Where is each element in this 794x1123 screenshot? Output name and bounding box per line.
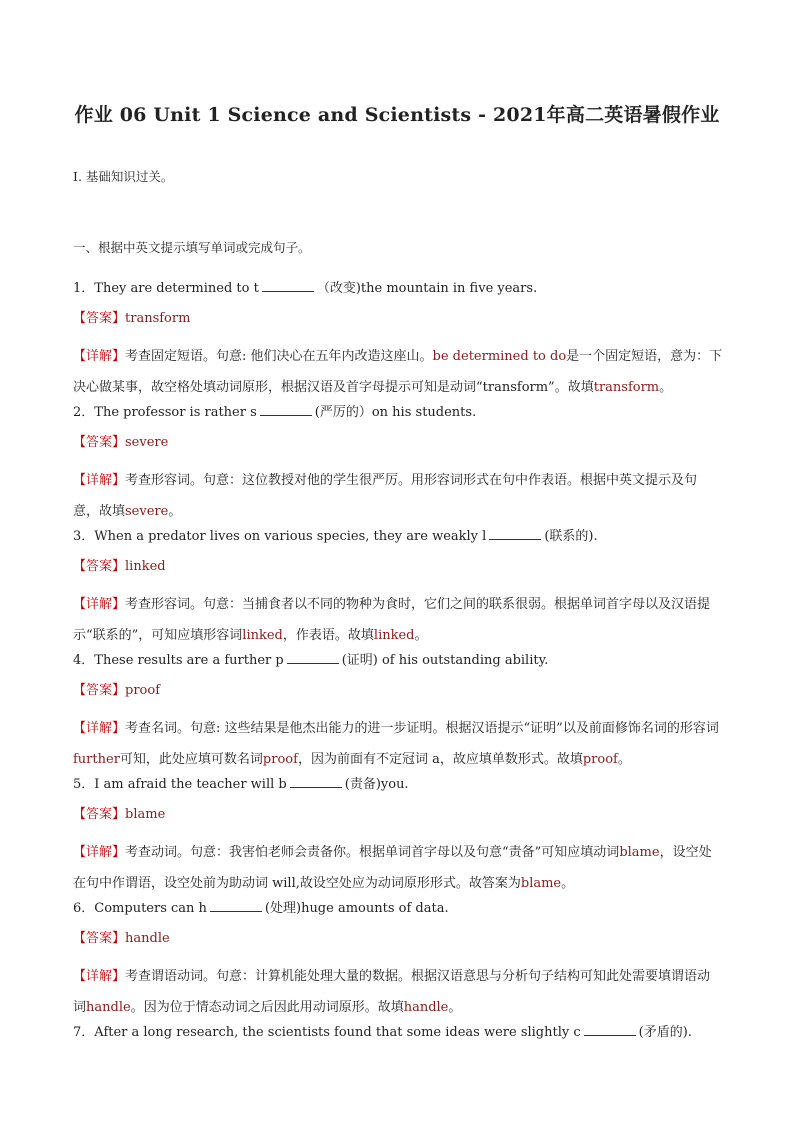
detail-paragraph: 【详解】考查谓语动词。句意：计算机能处理大量的数据。根据汉语意思与分析句子结构可知此处需要填谓语动词handle。因为位于情态动词之后因此用动词原形。故填handle。 bbox=[73, 969, 711, 1015]
detail-paragraph: 【详解】考查固定短语。句意: 他们决心在五年内改造这座山。be determined to do是一个固定短语，意为：下决心做某事，故空格处填动词原形，根据汉语及首字母提示可知是动词“transform”。故填transform。 bbox=[73, 349, 723, 395]
question-item: 1．They are determined to t （改变)the mountain in five years. bbox=[73, 281, 538, 296]
question-item: 3．When a predator lives on various species, they are weakly l (联系的). bbox=[73, 529, 598, 544]
detail-paragraph: 【详解】考查名词。句意: 这些结果是他杰出能力的进一步证明。根据汉语提示“证明”以及前面修饰名词的形容词further可知，此处应填可数名词proof，因为前面有不定冠词 a，故应填单数形式。故填proof。 bbox=[73, 721, 719, 767]
section-heading-basic: I. 基础知识过关。 bbox=[73, 169, 174, 184]
answer-line: 【答案】transform bbox=[73, 311, 191, 326]
answer-blank bbox=[262, 279, 314, 292]
document-body bbox=[73, 168, 723, 1054]
answer-blank bbox=[584, 1023, 636, 1036]
question-item: 2．The professor is rather s (严厉的）on his students. bbox=[73, 405, 477, 420]
answer-line: 【答案】handle bbox=[73, 931, 170, 946]
detail-paragraph: 【详解】考查形容词。句意：这位教授对他的学生很严厉。用形容词形式在句中作表语。根据中英文提示及句意，故填severe。 bbox=[73, 473, 698, 519]
detail-paragraph: 【详解】考查动词。句意：我害怕老师会责备你。根据单词首字母以及句意“责备”可知应填动词blame，设空处在句中作谓语，设空处前为助动词 will,故设空处应为动词原形形式。故答案为blame。 bbox=[73, 845, 712, 891]
answer-line: 【答案】proof bbox=[73, 683, 161, 698]
page-title: 作业 06 Unit 1 Science and Scientists - 2021年高二英语暑假作业 bbox=[74, 104, 720, 126]
answer-line: 【答案】linked bbox=[73, 559, 166, 574]
answer-blank bbox=[489, 527, 541, 540]
answer-blank bbox=[290, 775, 342, 788]
question-item: 6．Computers can h (处理)huge amounts of data. bbox=[73, 901, 449, 916]
answer-blank bbox=[287, 651, 339, 664]
question-item: 5．I am afraid the teacher will b (责备)you. bbox=[73, 777, 409, 792]
question-item: 7．After a long research, the scientists found that some ideas were slightly c (矛盾的). bbox=[73, 1025, 692, 1040]
answer-line: 【答案】blame bbox=[73, 807, 166, 822]
answer-line: 【答案】severe bbox=[73, 435, 169, 450]
question-item: 4．These results are a further p (证明) of his outstanding ability. bbox=[73, 653, 549, 668]
section-heading-fill: 一、根据中英文提示填写单词或完成句子。 bbox=[73, 240, 311, 255]
answer-blank bbox=[260, 403, 312, 416]
detail-paragraph: 【详解】考查形容词。句意：当捕食者以不同的物种为食时，它们之间的联系很弱。根据单词首字母以及汉语提示“联系的”，可知应填形容词linked，作表语。故填linked。 bbox=[73, 597, 711, 643]
answer-blank bbox=[210, 899, 262, 912]
